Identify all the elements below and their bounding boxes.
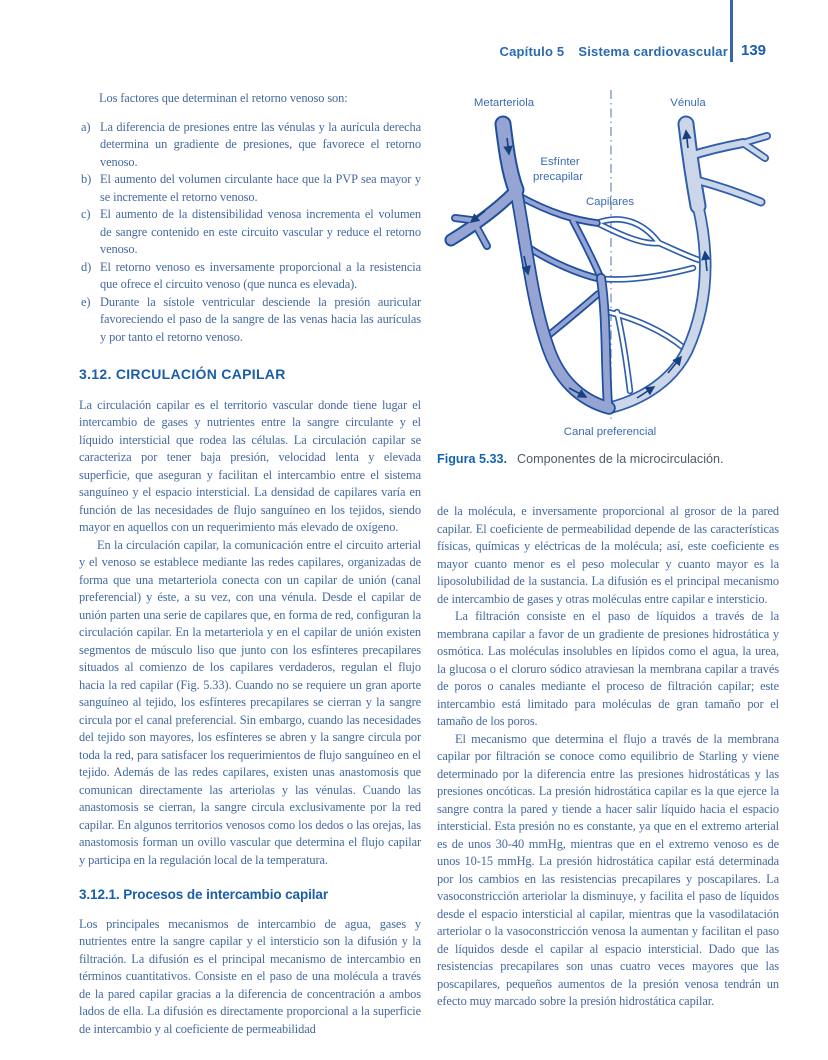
left-column	[79, 90, 421, 1038]
chapter-title: Sistema cardiovascular	[578, 44, 728, 59]
figure-caption-number: Figura 5.33.	[437, 452, 507, 466]
page-number: 139	[741, 42, 767, 59]
figure-caption	[437, 452, 779, 466]
paragraph-intercambio-1: Los principales mecanismos de intercambio de agua, gases y nutrientes entre la sangre capilar y el intersticio son la difusión y la filtración. La difusión es el principal mecanismo de intercambio en términos cuantitativos. Consiste en el paso de una molécula a través de la pared capilar gracias a la diferencia de concentración a ambos lados de ella. La difusión es directamente proporcional a la superficie de intercambio y al coeficiente de permeabilidad	[79, 916, 421, 1036]
paragraph-circulacion-1: La circulación capilar es el territorio vascular donde tiene lugar el intercambio de gases y nutrientes entre la sangre circulante y el líquido intersticial que rodea las células. La circulación capilar se caracteriza por tener baja presión, velocidad lenta y elevada superficie, que aseguran y facilitan el intercambio entre el sistema sanguíneo y el espacio intersticial. La densidad de capilares varía en función de las necesidades de flujo sanguíneo en los tejidos, siendo mayor en aquellos con un requerimiento más elevado de oxígeno.	[79, 397, 421, 534]
paragraph-right-3: El mecanismo que determina el flujo a través de la membrana capilar por filtración se conoce como equilibrio de Starling y viene determinado por la diferencia entre las presiones hidrostáticas y las presiones oncóticas. La presión hidrostática capilar es la que ejerce la sangre contra la pared y tiende a hacer salir líquido hacia el espacio intersticial. Esta presión no es constante, ya que en el extremo arterial es de unos 30-40 mmHg, mientras que en el extremo venoso es de unos 10-15 mmHg. La presión hidrostática capilar está determinada por los cambios en las resistencias precapilares y poscapilares. La vasoconstricción arteriolar la disminuye, y facilita el paso de líquidos desde el espacio intersticial al capilar, mientras que la vasodilatación arteriolar o la vasoconstricción venosa la aumentan y facilitan el paso de líquidos desde el capilar al espacio intersticial. Dado que las resistencias precapilares son unas cuatro veces mayores que las poscapilares, pequeños aumentos de la presión venosa tendrán un efecto muy marcado sobre la presión hidrostática capilar.	[437, 731, 779, 1008]
running-head	[300, 44, 728, 59]
chapter-label: Capítulo 5	[499, 44, 565, 59]
label-esfinter-line2: precapilar	[532, 171, 584, 183]
list-item-text: El retorno venoso es inversamente proporcional a la resistencia que ofrece el circuito venoso (que nunca es elevada).	[100, 259, 421, 291]
list-item-label: c)	[81, 207, 91, 221]
microcirculation-svg	[437, 88, 779, 445]
list-item	[80, 259, 421, 294]
header-divider-rule	[730, 0, 733, 62]
figure-5-33-microcirculation-diagram	[437, 88, 779, 445]
paragraph-right-1: de la molécula, e inversamente proporcional al grosor de la pared capilar. El coeficiente de permeabilidad depende de las características físicas, químicas y eléctricas de la molécula; así, este coeficiente es mayor cuanto menor es el peso molecular y cuanto mayor es la liposolubilidad de la sustancia. La difusión es el principal mecanismo de intercambio de gases y otras moléculas entre capilar e intersticio.	[437, 504, 779, 606]
list-item-text: El aumento del volumen circulante hace que la PVP sea mayor y se incremente el retorno venoso.	[100, 172, 421, 204]
list-item	[80, 171, 421, 206]
right-column	[437, 503, 779, 1011]
subsection-heading-intercambio: 3.12.1. Procesos de intercambio capilar	[79, 887, 328, 902]
label-venula: Vénula	[670, 97, 706, 109]
list-item	[80, 119, 421, 172]
metarteriola-vessel	[451, 124, 609, 408]
label-esfinter-line1: Esfínter	[540, 156, 580, 168]
section-heading-circulacion-capilar: 3.12. CIRCULACIÓN CAPILAR	[79, 366, 286, 382]
list-item-label: e)	[81, 294, 91, 309]
list-item-label: d)	[81, 259, 92, 274]
label-capilares: Capilares	[585, 196, 635, 208]
label-canal-preferencial: Canal preferencial	[563, 426, 657, 438]
list-item-text: La diferencia de presiones entre las vénulas y la aurícula derecha determina un gradiente de presiones, que favorece el retorno venoso.	[100, 119, 421, 169]
list-item-text: Durante la sístole ventricular desciende la presión auricular favoreciendo el paso de la sangre de las venas hacia las aurículas y por tanto el retorno venoso.	[100, 294, 421, 344]
list-item	[80, 294, 421, 347]
figure-caption-text: Componentes de la microcirculación.	[517, 452, 724, 466]
list-item-label: a)	[81, 119, 91, 134]
list-item-label: b)	[81, 172, 92, 186]
label-metarteriola: Metarteriola	[473, 97, 535, 109]
list-item-text: El aumento de la distensibilidad venosa incrementa el volumen de sangre contenido en este circuito vascular y reduce el retorno venoso.	[100, 207, 421, 256]
list-item	[80, 206, 421, 259]
paragraph-intro: Los factores que determinan el retorno venoso son:	[99, 91, 348, 105]
paragraph-circulacion-2: En la circulación capilar, la comunicación entre el circuito arterial y el venoso se establece mediante las redes capilares, organizadas de forma que una metarteriola conecta con un capilar de unión (canal preferencial) y éste, a su vez, con una vénula. Desde el capilar de unión parten una serie de capilares que, en forma de red, configuran la circulación capilar. En la metarteriola y en el capilar de unión existen segmentos de músculo liso que junto con los esfínteres precapilares situados al comienzo de los capilares verdaderos, regulan el flujo hacia la red capilar (Fig. 5.33). Cuando no se requiere un gran aporte sanguíneo al tejido, los esfínteres precapilares se cierran y la sangre circula por el canal preferencial. Sin embargo, cuando las necesidades del tejido son mayores, los esfínteres se abren y la sangre circula por toda la red, para satisfacer los requerimientos de flujo sanguíneo en el tejido. Además de las redes capilares, existen unas anastomosis que comunican directamente las arteriolas y las vénulas. Cuando las anastomosis se cierran, la sangre circula exclusivamente por la red capilar. En algunos territorios venosos como los dedos o las orejas, las anastomosis forman un ovillo vascular que determina el flujo capilar y participa en la regulación local de la temperatura.	[79, 537, 421, 867]
paragraph-right-2: La filtración consiste en el paso de líquidos a través de la membrana capilar a favor de un gradiente de presiones hidrostática y osmótica. Las moléculas insolubles en lípidos como el agua, la urea, la glucosa o el cloruro sódico atraviesan la membrana capilar a través de poros o canales mediante el proceso de filtración capilar; este intercambio está limitado para moléculas de gran tamaño por el tamaño de los poros.	[437, 609, 779, 728]
venous-return-factor-list	[79, 119, 421, 347]
